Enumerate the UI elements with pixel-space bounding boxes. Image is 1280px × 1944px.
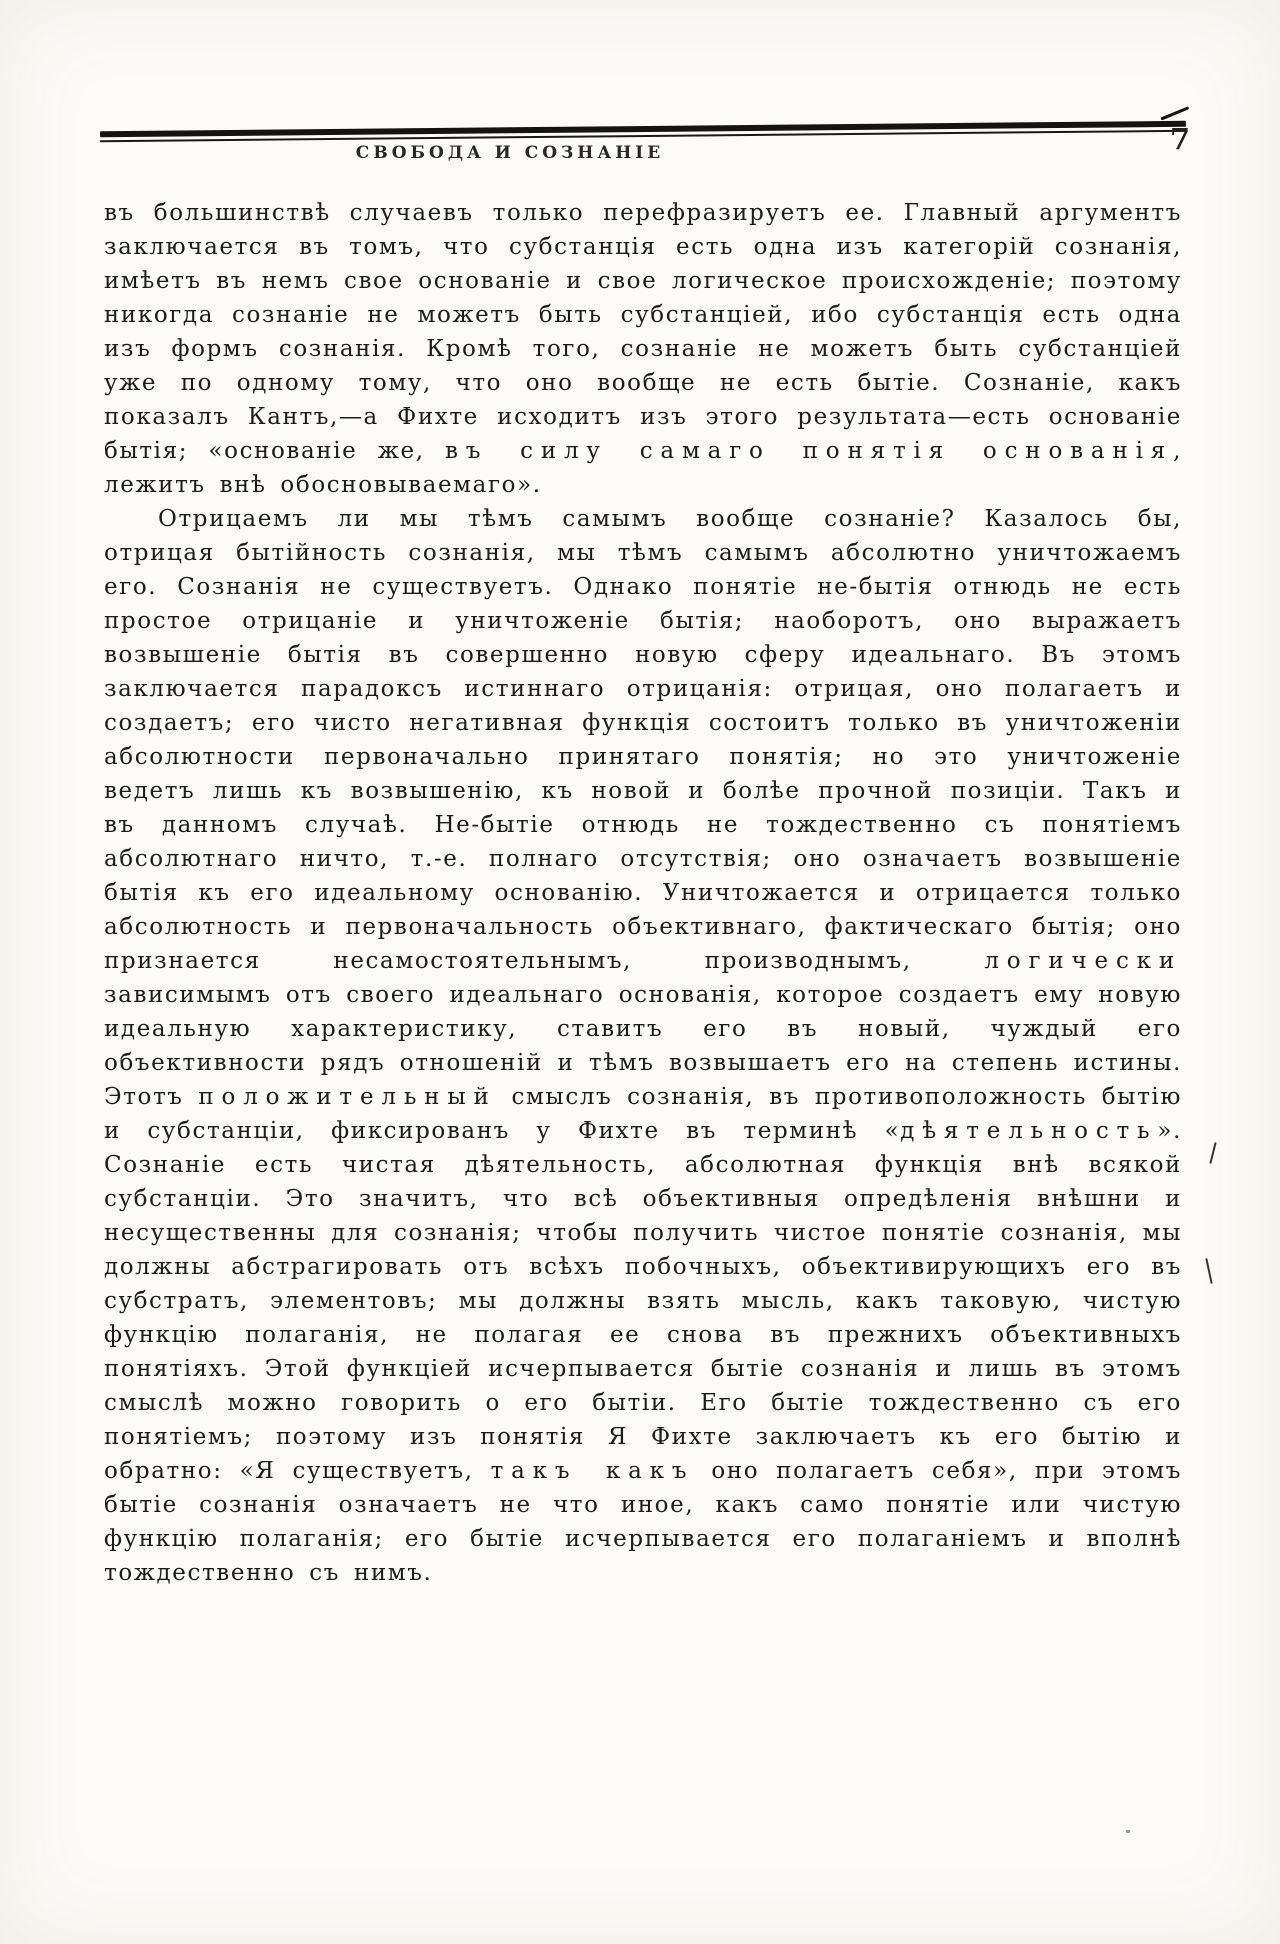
body-text: смыслъ сознанія, въ противоположность бытію и субстанціи, фиксированъ у Фихте въ терминѣ « <box>104 1084 1182 1144</box>
body-text: Отрицаемъ ли мы тѣмъ самымъ вообще сознаніе? Казалось бы, отрицая бытійность сознанія, мы тѣмъ самымъ абсолютно уничтожаемъ его. Сознанія не существуетъ. Однако понятіе не-бытія отнюдь не есть простое отрицаніе и уничтоженіе бытія; наоборотъ, оно выражаетъ возвышеніе бытія въ совершенно новую сферу идеальнаго. Въ этомъ заключается парадоксъ истиннаго отрицанія: отрицая, оно полагаетъ и создаетъ; его чисто негативная функція состоитъ только въ уничтоженіи абсолютности первоначально принятаго понятія; но это уничтоженіе ведетъ лишь къ возвышенію, къ новой и болѣе прочной позиціи. Такъ и въ данномъ случаѣ. Не-бытіе отнюдь не тождественно съ понятіемъ абсолютнаго ничто, т.-е. полнаго отсутствія; оно означаетъ возвышеніе бытія къ его идеальному основанію. Уничтожается и отрицается только абсолютность и первоначальность объективнаго, фактическаго бытія; оно признается несамостоятельнымъ, производнымъ, <box>104 506 1182 974</box>
body-text: въ большинствѣ случаевъ только перефразируетъ ее. Главный аргументъ заключается въ томъ, что субстанція есть одна изъ категорій сознанія, имѣетъ въ немъ свое основаніе и свое логическое происхожденіе; поэтому никогда сознаніе не можетъ быть субстанціей, ибо субстанція есть одна изъ формъ сознанія. Кромѣ того, сознаніе не можетъ быть субстанціей уже по одному тому, что оно вообще не есть бытіе. Сознаніе, какъ показалъ Кантъ,—а Фихте исходитъ изъ этого результата—есть основаніе бытія; «основаніе же, <box>104 200 1182 464</box>
emphasized-text: логически <box>984 948 1182 974</box>
page-number: 7 <box>1169 122 1190 156</box>
header-rule <box>100 121 1186 142</box>
paragraph-continuation <box>104 196 1182 502</box>
emphasized-text: положительный <box>198 1084 497 1110</box>
body-text: ». Сознаніе есть чистая дѣятельность, абсолютная функція внѣ всякой субстанціи. Это значитъ, что всѣ объективныя опредѣленія внѣшни и несущественны для сознанія; чтобы получить чистое понятіе сознанія, мы должны абстрагировать отъ всѣхъ побочныхъ, объективирующихъ его въ субстратъ, элементовъ; мы должны взять мысль, какъ таковую, чистую функцію полаганія, не полагая ее снова въ прежнихъ объективныхъ понятіяхъ. Этой функціей исчерпывается бытіе сознанія и лишь въ этомъ смыслѣ можно говорить о его бытіи. Его бытіе тождественно съ его понятіемъ; поэтому изъ понятія Я Фихте заключаетъ къ его бытію и обратно: «Я существуетъ, <box>104 1118 1182 1484</box>
running-title: СВОБОДА И СОЗНАНІЕ <box>355 143 665 163</box>
emphasized-text: въ силу самаго понятія основанія <box>445 438 1174 464</box>
paragraph-main <box>104 502 1182 1590</box>
body-text: , лежитъ внѣ обосновываемаго». <box>104 438 1182 498</box>
scan-artifact <box>1209 1142 1216 1164</box>
scan-artifact <box>1205 1258 1212 1284</box>
page-text <box>104 196 1182 1590</box>
scan-artifact <box>1126 1830 1130 1833</box>
header-rule-flourish <box>1160 106 1189 120</box>
emphasized-text: дѣятельность <box>900 1118 1158 1144</box>
body-text: оно полагаетъ себя», при этомъ бытіе сознанія означаетъ не что иное, какъ само понятіе или чистую функцію полаганія; его бытіе исчерпывается его полаганіемъ и вполнѣ тождественно съ нимъ. <box>104 1458 1182 1586</box>
emphasized-text: такъ какъ <box>490 1458 695 1484</box>
body-text: зависимымъ отъ своего идеальнаго основанія, которое создаетъ ему новую идеальную характеристику, ставитъ его въ новый, чуждый его объективности рядъ отношеній и тѣмъ возвышаетъ его на степень истины. Этотъ <box>104 982 1182 1110</box>
